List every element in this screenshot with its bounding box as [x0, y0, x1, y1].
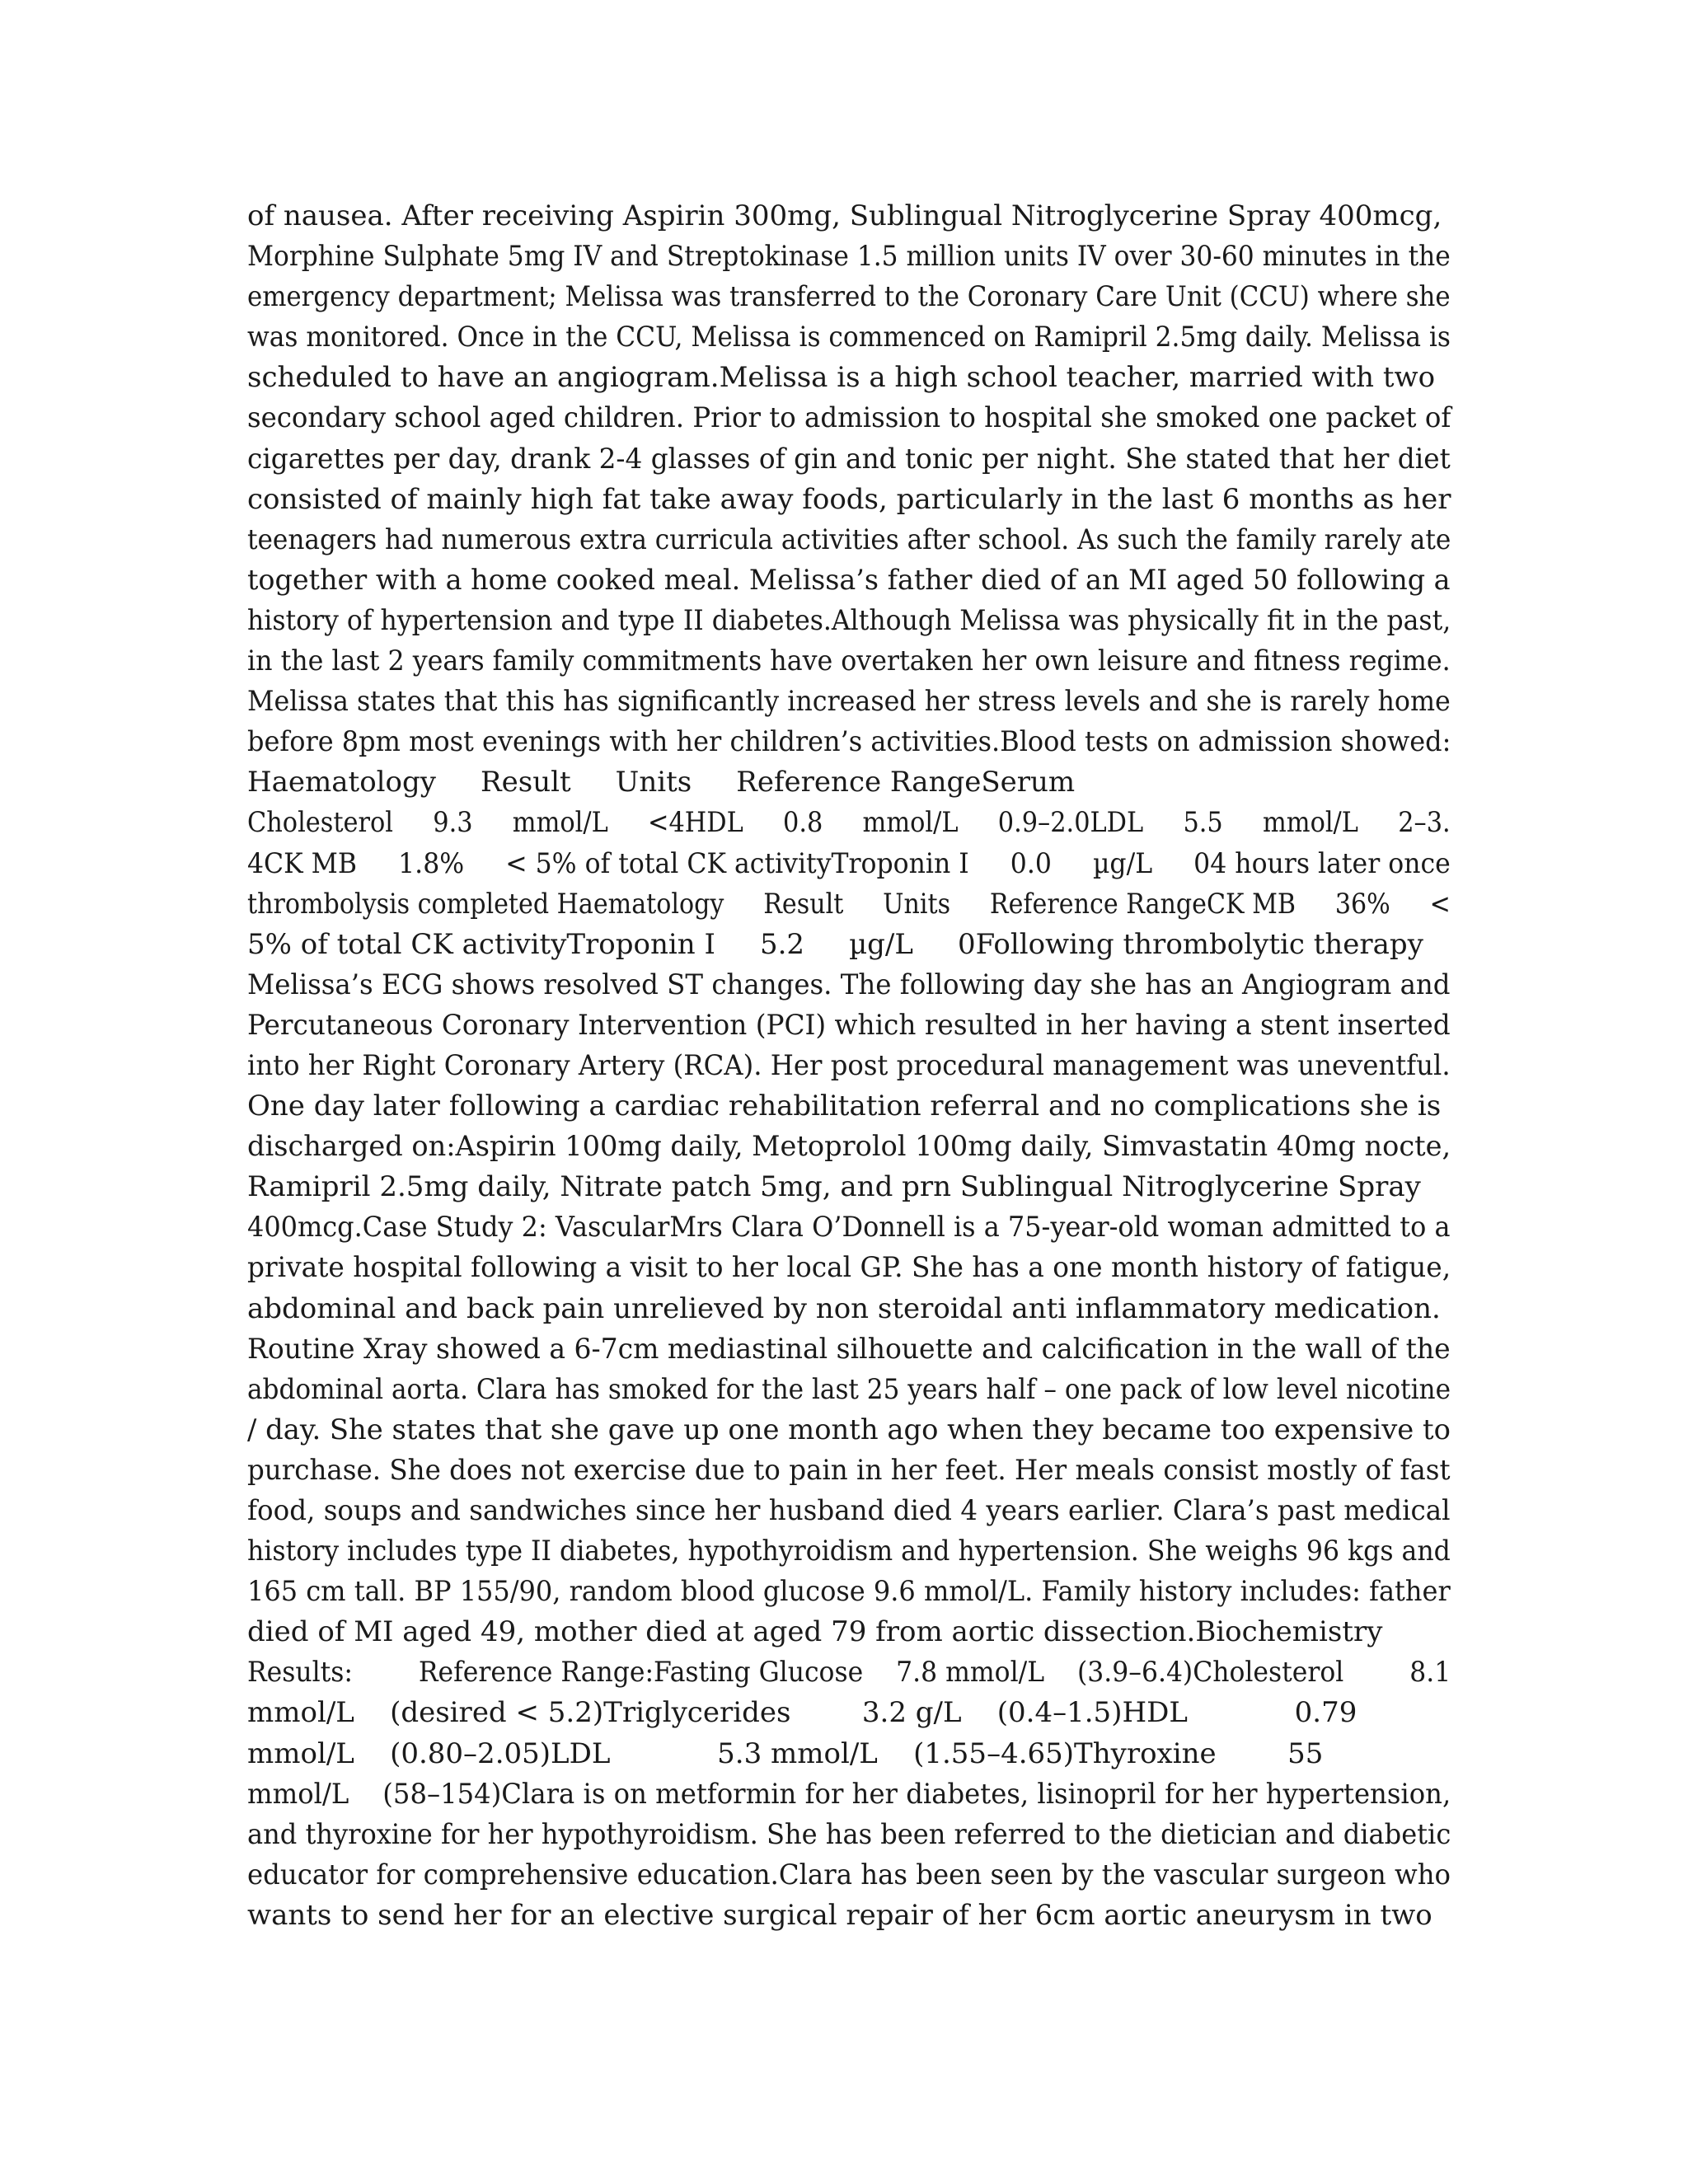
text-line: educator for comprehensive education.Clara has been seen by the vascular surgeon who	[247, 1858, 1451, 1891]
text-line: was monitored. Once in the CCU, Melissa is commenced on Ramipril 2.5mg daily. Melissa is	[247, 321, 1451, 354]
text-line: food, soups and sandwiches since her husband died 4 years earlier. Clara’s past medical	[247, 1494, 1451, 1527]
text-line: Results: Reference Range:Fasting Glucose 7.8 mmol/L (3.9–6.4)Cholesterol 8.1	[247, 1656, 1451, 1690]
text-line: abdominal and back pain unrelieved by non steroidal anti inflammatory medication.	[247, 1291, 1441, 1325]
text-line: together with a home cooked meal. Melissa’s father died of an MI aged 50 following a	[247, 563, 1451, 597]
text-line: Percutaneous Coronary Intervention (PCI) which resulted in her having a stent inserted	[247, 1008, 1451, 1042]
text-line: 400mcg.Case Study 2: VascularMrs Clara O’Donnell is a 75-year-old woman admitted to a	[247, 1211, 1451, 1244]
text-line: wants to send her for an elective surgical repair of her 6cm aortic aneurysm in two	[247, 1898, 1432, 1932]
text-line: Ramipril 2.5mg daily, Nitrate patch 5mg, and prn Sublingual Nitroglycerine Spray	[247, 1170, 1421, 1204]
text-line: and thyroxine for her hypothyroidism. She has been referred to the dietician and diabetic	[247, 1817, 1451, 1851]
text-line: of nausea. After receiving Aspirin 300mg, Sublingual Nitroglycerine Spray 400mcg,	[247, 199, 1442, 232]
text-line: history of hypertension and type II diabetes.Although Melissa was physically fit in the past,	[247, 603, 1451, 637]
text-line: before 8pm most evenings with her children’s activities.Blood tests on admission showed:	[247, 725, 1451, 759]
text-line: Cholesterol 9.3 mmol/L <4HDL 0.8 mmol/L 0.9–2.0LDL 5.5 mmol/L 2–3.	[247, 806, 1451, 840]
text-line: abdominal aorta. Clara has smoked for the last 25 years half – one pack of low level nicotine	[247, 1372, 1451, 1406]
text-line: emergency department; Melissa was transferred to the Coronary Care Unit (CCU) where she	[247, 280, 1451, 314]
body-text	[247, 196, 1451, 1936]
text-line: Morphine Sulphate 5mg IV and Streptokinase 1.5 million units IV over 30-60 minutes in the	[247, 240, 1451, 274]
text-line: history includes type II diabetes, hypothyroidism and hypertension. She weighs 96 kgs and	[247, 1535, 1451, 1568]
text-line: One day later following a cardiac rehabilitation referral and no complications she is	[247, 1090, 1442, 1123]
text-line: into her Right Coronary Artery (RCA). Her post procedural management was uneventful.	[247, 1048, 1451, 1082]
text-line: private hospital following a visit to her local GP. She has a one month history of fatigue,	[247, 1251, 1451, 1285]
text-line: mmol/L (desired < 5.2)Triglycerides 3.2 g/L (0.4–1.5)HDL 0.79	[247, 1696, 1357, 1730]
text-line: thrombolysis completed Haematology Result Units Reference RangeCK MB 36% <	[247, 887, 1451, 921]
text-line: consisted of mainly high fat take away foods, particularly in the last 6 months as her	[247, 482, 1451, 516]
text-line: mmol/L (58–154)Clara is on metformin for her diabetes, lisinopril for her hypertension,	[247, 1777, 1451, 1811]
text-line: Melissa’s ECG shows resolved ST changes. The following day she has an Angiogram and	[247, 968, 1451, 1001]
text-line: purchase. She does not exercise due to pain in her feet. Her meals consist mostly of fast	[247, 1453, 1451, 1487]
text-line: cigarettes per day, drank 2-4 glasses of gin and tonic per night. She stated that her diet	[247, 442, 1451, 476]
text-line: 5% of total CK activityTroponin I 5.2 µg/L 0Following thrombolytic therapy	[247, 927, 1423, 961]
text-line: 165 cm tall. BP 155/90, random blood glucose 9.6 mmol/L. Family history includes: father	[247, 1575, 1451, 1609]
text-line: discharged on:Aspirin 100mg daily, Metoprolol 100mg daily, Simvastatin 40mg nocte,	[247, 1130, 1451, 1164]
text-line: mmol/L (0.80–2.05)LDL 5.3 mmol/L (1.55–4.65)Thyroxine 55	[247, 1736, 1324, 1770]
text-line: in the last 2 years family commitments have overtaken her own leisure and fitness regime.	[247, 644, 1451, 678]
text-line: / day. She states that she gave up one month ago when they became too expensive to	[247, 1413, 1451, 1446]
text-line: Haematology Result Units Reference RangeSerum	[247, 766, 1076, 799]
text-line: Routine Xray showed a 6-7cm mediastinal silhouette and calcification in the wall of the	[247, 1332, 1451, 1366]
text-line: died of MI aged 49, mother died at aged 79 from aortic dissection.Biochemistry	[247, 1615, 1383, 1649]
text-line: teenagers had numerous extra curricula activities after school. As such the family rarely ate	[247, 523, 1451, 556]
text-line: secondary school aged children. Prior to admission to hospital she smoked one packet of	[247, 401, 1451, 435]
text-line: 4CK MB 1.8% < 5% of total CK activityTroponin I 0.0 µg/L 04 hours later once	[247, 846, 1451, 880]
text-line: scheduled to have an angiogram.Melissa is a high school teacher, married with two	[247, 361, 1436, 395]
text-line: Melissa states that this has significantly increased her stress levels and she is rarely home	[247, 685, 1451, 719]
